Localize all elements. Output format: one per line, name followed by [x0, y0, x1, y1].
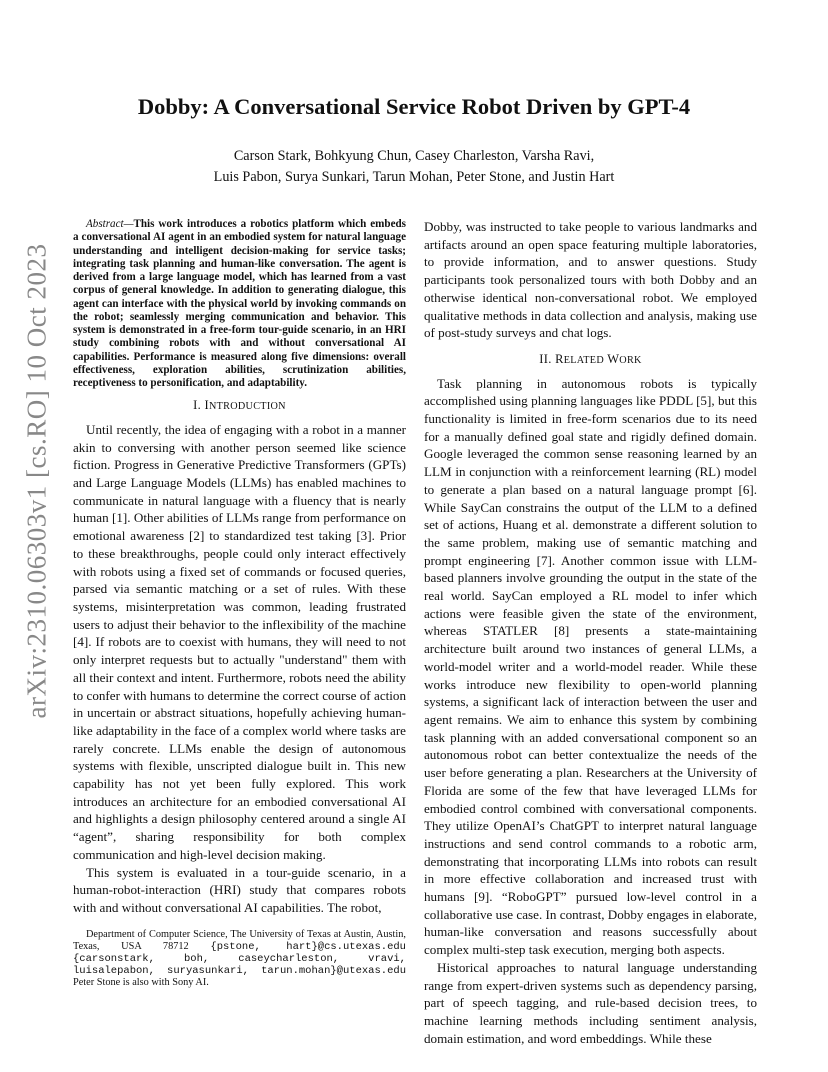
author-footnote: Department of Computer Science, The University of Texas at Austin, Austin, Texas, USA 78712 {pstone, hart}@cs.utexas.edu {carsonstark, boh, caseycharleston, vravi, luisalepabon, suryasunkari, tarun.mohan}@utexas.edu Peter Stone is also with Sony AI. — [73, 928, 406, 989]
intro-paragraph-1: Until recently, the idea of engaging with a robot in a manner akin to conversing with another person seemed like science fiction. Progress in Generative Predictive Transformers (GPTs) and Large Language Models (LLMs) has enabled machines to communicate in natural language with a fluency that is nearly human [1]. Other abilities of LLMs range from performance on emotional awareness [2] to standardized test taking [3]. Prior to these breakthroughs, people could only interact effectively with robots using a fixed set of commands or focused queries, parsed via semantic matching or a set of rules. With these systems, misinterpretation was common, leading frustrated users to adjust their behavior to the inflexibility of the machine [4]. If robots are to coexist with humans, they will need to not only interpret requests but to actually "understand" them with all their context and intent. Furthermore, robots need the ability to confer with humans to determine the correct course of action in uncertain or abstract situations, hopefully achieving human-like adaptability in the face of a complex world where tasks are rarely concrete. LLMs enable the design of autonomous systems with flexible, unscripted dialogue built in. This new capability has not yet been fully explored. This work introduces an architecture for an embodied conversational AI and highlights a design philosophy centered around a single AI “agent”, sharing responsibility for both complex communication and high-level decision making. — [73, 421, 406, 862]
related-work-paragraph-1: Task planning in autonomous robots is typically accomplished using planning languages like PDDL [5], but this functionality is limited in free-form scenarios due to its need for a manually defined goal state and rigidly defined domain. Google leveraged the common sense reasoning learned by an LLM in conjunction with a reinforcement learning (RL) model to generate a plan based on a natural language prompt [6]. While SayCan constrains the output of the LLM to a defined set of actions, Huang et al. demonstrate a different solution to the same problem, making use of semantic matching and prompt engineering [7]. Another common issue with LLM-based planners involve grounding the output in the state of the real world. SayCan employed a RL model to infer which actions were feasible given the state of the environment, whereas STATLER [8] presents a state-maintaining architecture built around two instances of general LLMs, a world-model writer and a world-model reader. While these works introduce new flexibility to open-world planning systems, a significant lack of interaction between the user and agent remains. We aim to enhance this system by combining task planning with an added conversational component so an autonomous robot can better contextualize the needs of the user before generating a plan. Researchers at the University of Florida are some of the few that have leveraged LLMs for embodied control combined with conversational components. They utilize OpenAI’s ChatGPT to interpret natural language instructions and send control commands to a robotic arm, demonstrating that incorporating LLMs into robots can result in more effective collaboration and increased trust with humans [9]. “RoboGPT” pursued low-level control in a collaborative use case. In contrast, Dobby engages in elaborate, human-like conversation and reasons successfully about complex multi-step task execution, merging both aspects. — [424, 375, 757, 958]
abstract-label: Abstract — [86, 218, 124, 230]
author-line-2: Luis Pabon, Surya Sunkari, Tarun Mohan, Peter Stone, and Justin Hart — [213, 169, 615, 185]
arxiv-identifier-text: arXiv:2310.06303v1 [cs.RO] 10 Oct 2023 — [21, 243, 52, 719]
intro-paragraph-2: This system is evaluated in a tour-guide scenario, in a human-robot-interaction (HRI) study that compares robots with and without conversational AI capabilities. The robot, — [73, 864, 406, 915]
abstract-text: This work introduces a robotics platform which embeds a conversational AI agent in an embodied system for natural language understanding and intelligent decision-making for service tasks; integrating task planning and human-like conversation. The agent is derived from a large language model, which has learned from a vast corpus of general knowledge. In addition to generating dialogue, this agent can interface with the physical world by invoking commands on the robot; seamlessly merging communication and behavior. This system is demonstrated in a free-form tour-guide scenario, in an HRI study combining robots with and without conversational AI capabilities. Performance is measured along five dimensions: overall effectiveness, exploration abilities, scrutinization abilities, receptiveness to personification, and adaptability. — [73, 218, 406, 389]
arxiv-identifier — [21, 243, 52, 719]
left-column — [73, 218, 406, 990]
author-emails: {pstone, hart}@cs.utexas.edu {carsonstark, boh, caseycharleston, vravi, luisalepabon, suryasunkari, tarun.mohan}@utexas.edu — [73, 940, 406, 978]
paper-title: Dobby: A Conversational Service Robot Driven by GPT-4 — [137, 94, 691, 119]
related-work-paragraph-2: Historical approaches to natural language understanding range from expert-driven systems such as dependency parsing, part of speech tagging, and rule-based decision trees, to machine learning methods including sentiment analysis, domain estimation, and word embeddings. While these — [424, 959, 757, 1046]
right-column — [424, 218, 757, 1047]
abstract: Abstract—This work introduces a robotics platform which embeds a conversational AI agent in an embodied system for natural language understanding and intelligent decision-making for service tasks; integrating task planning and human-like conversation. The agent is derived from a large language model, which has learned from a vast corpus of general knowledge. In addition to generating dialogue, this agent can interface with the physical world by invoking commands on the robot; seamlessly merging communication and behavior. This system is demonstrated in a free-form tour-guide scenario, in an HRI study combining robots with and without conversational AI capabilities. Performance is measured along five dimensions: overall effectiveness, exploration abilities, scrutinization abilities, receptiveness to personification, and adaptability. — [73, 218, 406, 389]
intro-continuation: Dobby, was instructed to take people to various landmarks and artifacts around an open space featuring multiple laboratories, to provide information, and to answer questions. Study participants took personalized tours with both Dobby and an otherwise identical non-conversational robot. We employed qualitative methods in data collection and analysis, making use of post-study surveys and chat logs. — [424, 219, 757, 341]
section-heading-related-work: II. RELATED WORK — [539, 351, 642, 366]
section-heading-introduction: I. INTRODUCTION — [193, 398, 286, 413]
author-list — [0, 146, 828, 188]
author-line-1: Carson Stark, Bohkyung Chun, Casey Charleston, Varsha Ravi, — [233, 148, 595, 164]
